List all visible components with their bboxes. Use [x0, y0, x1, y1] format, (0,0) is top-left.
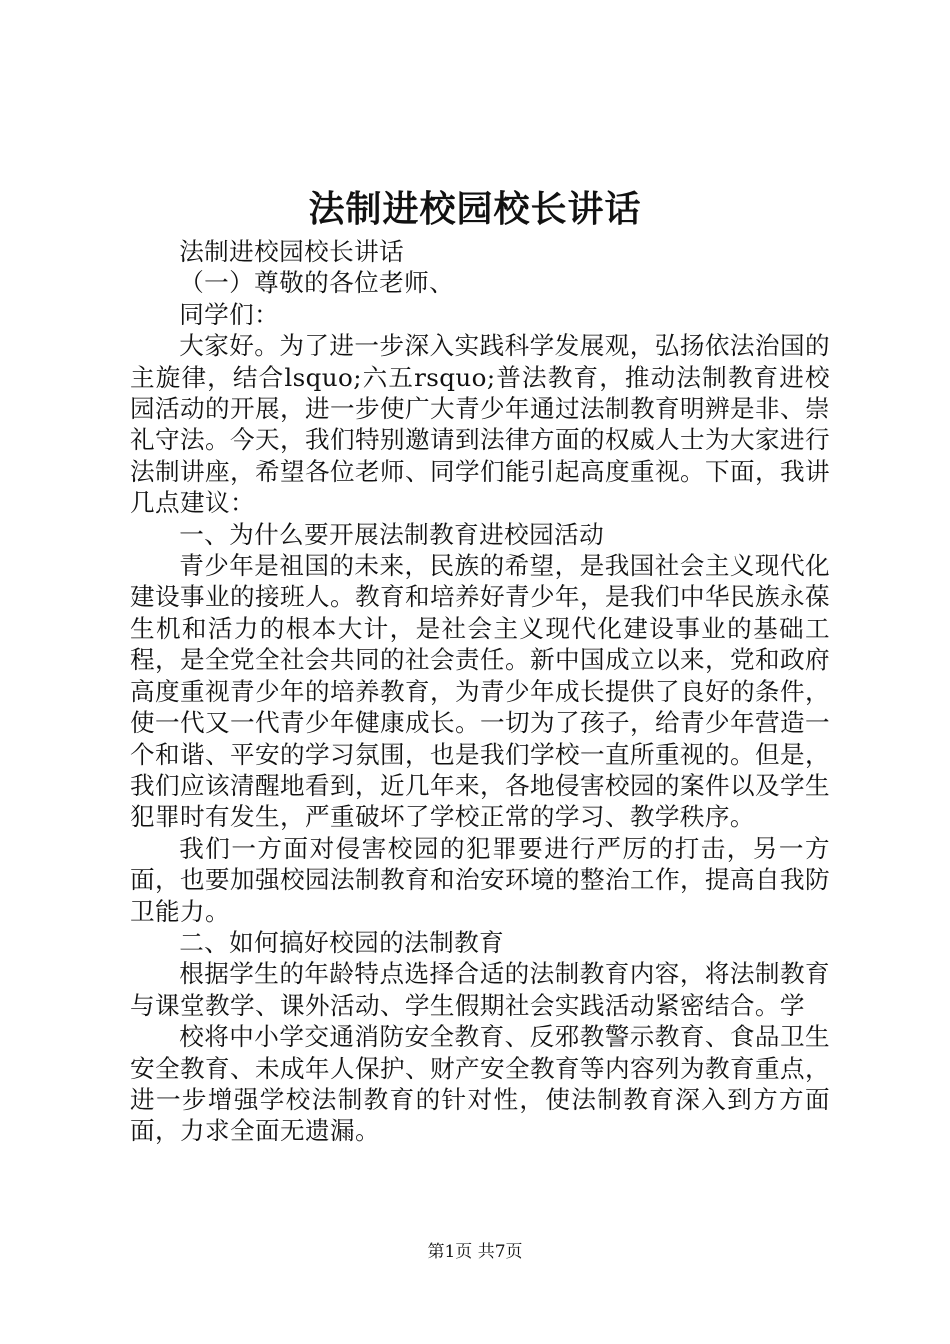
paragraph-salutation-1: （一）尊敬的各位老师、 — [179, 268, 455, 298]
paragraph-body: 我们一方面对侵害校园的犯罪要进行严厉的打击，另一方面，也要加强校园法制教育和治安环境的整治工作，提高自我防卫能力。 — [130, 833, 830, 926]
paragraph-salutation-2: 同学们： — [179, 299, 280, 329]
section-heading-2: 二、如何搞好校园的法制教育 — [179, 927, 505, 957]
paragraph-subtitle: 法制进校园校长讲话 — [179, 237, 405, 266]
paragraph-intro: 大家好。为了进一步深入实践科学发展观，弘扬依法治国的主旋律，结合lsquo;六五rsquo;普法教育，推动法制教育进校园活动的开展，进一步使广大青少年通过法制教育明辨是非、崇礼守法。今天，我们特别邀请到法律方面的权威人士为大家进行法制讲座，希望各位老师、同学们能引起高度重视。下面，我讲几点建议： — [130, 331, 830, 518]
page-footer — [0, 1240, 950, 1264]
section-heading-1: 一、为什么要开展法制教育进校园活动 — [179, 519, 605, 549]
page-indicator: 第1页 共7页 — [427, 1242, 523, 1262]
document-body — [130, 236, 830, 1147]
paragraph-body: 校将中小学交通消防安全教育、反邪教警示教育、食品卫生安全教育、未成年人保护、财产安全教育等内容列为教育重点，进一步增强学校法制教育的针对性，使法制教育深入到方方面面，力求全面无遗漏。 — [130, 1022, 830, 1146]
paragraph-body: 青少年是祖国的未来，民族的希望，是我国社会主义现代化建设事业的接班人。教育和培养好青少年，是我们中华民族永葆生机和活力的根本大计，是社会主义现代化建设事业的基础工程，是全党全社会共同的社会责任。新中国成立以来，党和政府高度重视青少年的培养教育，为青少年成长提供了良好的条件，使一代又一代青少年健康成长。一切为了孩子，给青少年营造一个和谐、平安的学习氛围，也是我们学校一直所重视的。但是，我们应该清醒地看到，近几年来，各地侵害校园的案件以及学生犯罪时有发生，严重破坏了学校正常的学习、教学秩序。 — [130, 551, 830, 832]
paragraph-body: 根据学生的年龄特点选择合适的法制教育内容，将法制教育与课堂教学、课外活动、学生假期社会实践活动紧密结合。学 — [130, 959, 830, 1020]
document-title: 法制进校园校长讲话 — [308, 188, 642, 230]
